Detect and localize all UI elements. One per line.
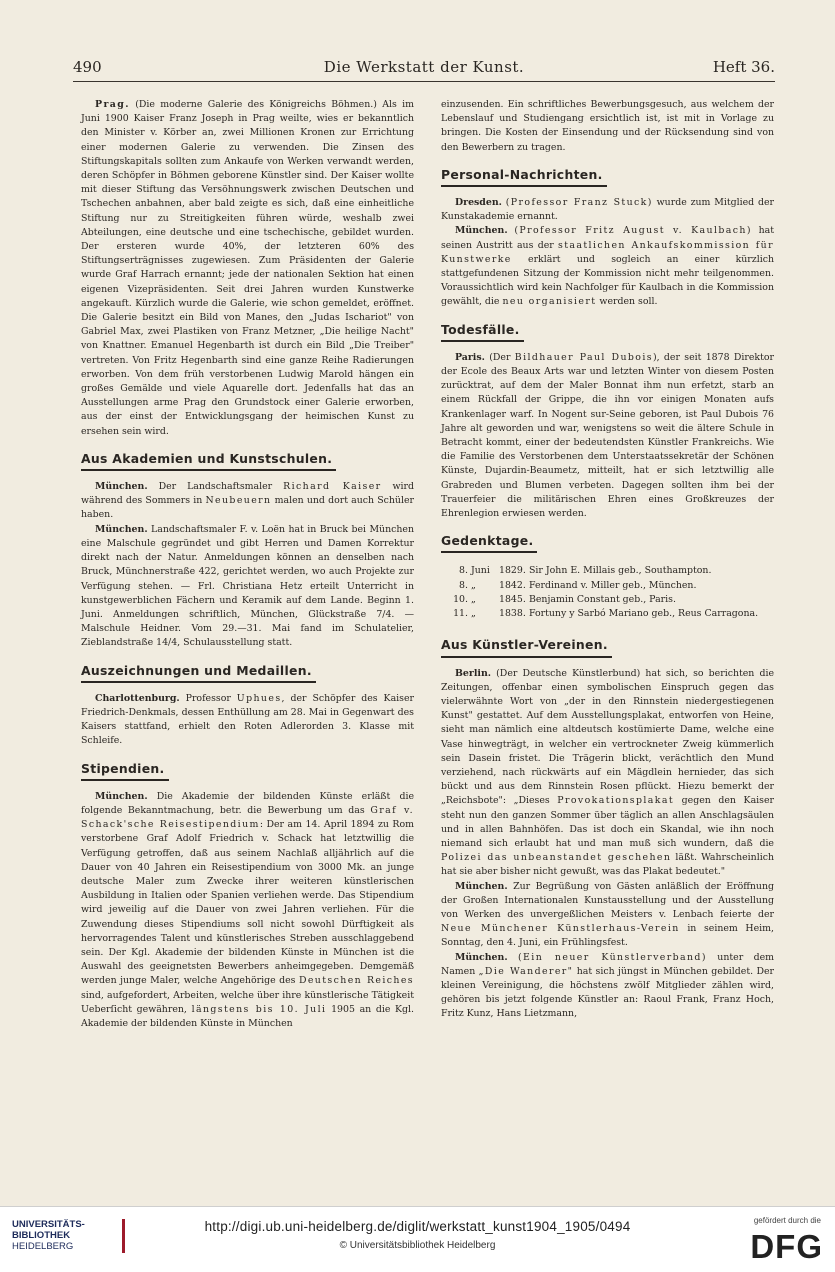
- library-logo[interactable]: UNIVERSITÄTS- BIBLIOTHEK HEIDELBERG: [12, 1219, 85, 1252]
- section-heading-stipendien: Stipendien.: [81, 762, 169, 781]
- section-heading-kuenstler-vereine: Aus Künstler-Vereinen.: [441, 638, 612, 657]
- page-number: 490: [73, 58, 102, 76]
- article-muenchen-wanderer: München. (Ein neuer Künstlerverband) unter dem Namen „Die Wanderer" hat sich jüngst in München gebildet. Der kleinen Vereinigung, die höchstens zwölf Mitglieder zählen wird, gehören bis jetzt folgende Künstler an: Raoul Frank, Franz Hoch, Fritz Kunz, Hans Lietzmann,: [441, 951, 775, 1020]
- article-dresden: Dresden. (Professor Franz Stuck) wurde zum Mitglied der Kunstakademie ernannt.: [441, 197, 775, 223]
- dfg-caption: gefördert durch die: [753, 1216, 821, 1225]
- article-stipendium-continued: einzusenden. Ein schriftliches Bewerbungsgesuch, aus welchem der Lebenslauf und Studiengang ersichtlich ist, ist mit in Vorlage zu bringen. Die Kosten der Einsendung und der Rücksendung sind von den Bewerbern zu tragen.: [441, 99, 774, 153]
- date-row: 8. Juni 1829. Sir John E. Millais geb., Southampton.: [459, 565, 712, 577]
- right-column: [441, 98, 774, 1022]
- section-heading-gedenktage: Gedenktage.: [441, 534, 537, 553]
- header-rule: [73, 81, 775, 82]
- article-paris: Paris. (Der Bildhauer Paul Dubois), der seit 1878 Direktor der Ecole des Beaux Arts war und letzten Winter von diesem Posten zurücktrat, auf dem der Maler Bonnat ihm nun erfetzt, starb an einem Rückfall der Grippe, die ihn vor einigen Monaten aufs Krankenlager warf. In Nogent sur-Seine geboren, ist Paul Dubois 76 Jahre alt geworden und war, wenigstens so weit die ältere Schule in Betracht kommt, einer der bedeutendsten Künstler Frankreichs. Wie die Familie des Verstorbenen dem Unterstaatssekretär der Schönen Künste, Dujardin-Beaumetz, mitteilt, hat er sich letztwillig alle Grabreden und Blumen verbeten. Dagegen sollten ihm bei der Trauerfeier die militärischen Ehren eines Großkreuzes der Ehrenlegion erwiesen werden.: [441, 351, 775, 520]
- date-row: 8. „ 1842. Ferdinand v. Miller geb., München.: [459, 579, 697, 591]
- article-muenchen-loen: München. Landschaftsmaler F. v. Loën hat in Bruck bei München eine Malschule gegründet und gibt Herren und Damen Korrektur direkt nach der Natur. Anmeldungen können an denselben nach Bruck, Münchnerstraße 422, gerichtet werden, wo auch Projekte zur Verfügung stehen. — Frl. Christiana Hetz erteilt Unterricht in kunstgewerblichen Fächern und Keramik auf dem Lande. Beginn 1. Juni. Anmeldungen schriftlich, München, Glückstraße 7/4. — Malschule Heidner. Vom 29.—31. Mai fand im Schulatelier, Zieblandstraße 14/4, Schulausstellung statt.: [81, 523, 414, 649]
- article-muenchen-kaulbach: München. (Professor Fritz August v. Kaulbach) hat seinen Austritt aus der staatlichen Ankaufskommission für Kunstwerke erklärt und sogleich an einer kürzlich stattgefundenen Sitzung der Kommission nicht mehr teilgenommen. Voraussichtlich wird kein Nachfolger für Kaulbach in die Kommission gewählt, die neu organisiert werden soll.: [441, 225, 774, 308]
- running-header: [73, 58, 775, 80]
- article-stipendium: München. Die Akademie der bildenden Künste erläßt die folgende Bekanntmachung, betr. die Bewerbung um das Graf v. Schack'sche Reisestipendium: Der am 14. April 1894 zu Rom verstorbene Graf Adolf Friedrich v. Schack hat letztwillig die Verfügung getroffen, daß aus seinem Nachlaß alljährlich auf die Dauer von 40 Jahren ein Reisestipendium von 3000 Mk. an junge deutsche Maler zum Zwecke ihrer weiteren künstlerischen Ausbildung in Italien oder Spanien verliehen werde. Das Stipendium wird jeweilig auf die Dauer von zwei Jahren verliehen. Für die Zuwendung dieses Stipendiums soll nicht sowohl Dürftigkeit als hervorragendes Talent und künstlerisches Streben ausschlaggebend sein. Der Kgl. Akademie der bildenden Künste in München ist die Auswahl des geeignetsten Bewerbers anheimgegeben. Demgemäß werden junge Maler, welche Angehörige des Deutschen Reiches sind, aufgefordert, Arbeiten, welche über ihre künstlerische Tätigkeit Ueberſicht gewähren, längstens bis 10. Juli 1905 an die Kgl. Akademie der bildenden Künste in München: [81, 790, 415, 1029]
- article-muenchen-kaiser: München. Der Landschaftsmaler Richard Kaiser wird während des Sommers in Neubeuern malen und dort auch Schüler haben.: [81, 481, 415, 521]
- section-heading-personal: Personal-Nachrichten.: [441, 168, 607, 187]
- date-row: 11. „ 1838. Fortuny y Sarbó Mariano geb., Reus Carragona.: [453, 608, 759, 620]
- permalink-url[interactable]: http://digi.ub.uni-heidelberg.de/diglit/werkstatt_kunst1904_1905/0494: [204, 1219, 631, 1234]
- memorial-dates-list: [441, 564, 774, 621]
- date-row: 10. „ 1845. Benjamin Constant geb., Paris.: [453, 593, 676, 605]
- section-heading-auszeichnungen: Auszeichnungen und Medaillen.: [81, 664, 316, 683]
- section-heading-akademien: Aus Akademien und Kunstschulen.: [81, 452, 336, 471]
- issue-number: Heft 36.: [712, 58, 775, 76]
- left-column: [81, 98, 414, 1031]
- dfg-logo[interactable]: DFG: [750, 1228, 823, 1265]
- viewer-footer: [0, 1206, 835, 1272]
- journal-title: Die Werkstatt der Kunst.: [323, 58, 525, 76]
- section-heading-todesfaelle: Todesfälle.: [441, 323, 524, 342]
- article-charlottenburg: Charlottenburg. Professor Uphues, der Schöpfer des Kaiser Friedrich-Denkmals, dessen Enthüllung am 28. Mai in Gegenwart des Kaisers stattfand, erhielt den Roten Adlerorden 3. Klasse mit Schleife.: [81, 692, 414, 747]
- article-berlin: Berlin. (Der Deutsche Künstlerbund) hat sich, so berichten die Zeitungen, offenbar einen symbolischen Einspruch gegen das vielerwähnte Wort von „der in den Rinnstein niedergestiegenen Kunst" gestattet. Auf dem Ausstellungsplakat, entworfen von Heine, sieht man nämlich eine altdeutsch kostümierte Dame, welche eine Vase hinwegträgt, in welcher ein vertrockneter Zweig kümmerlich sein Dasein fristet. Die Trägerin blickt, verächtlich den Mund verziehend, nach rückwärts auf ein Mägdlein hernieder, das sich bückt und aus dem Rinnstein Rosen pflückt. Hiezu bemerkt der „Reichsbote": „Dieses Provokationsplakat gegen den Kaiser steht nun den ganzen Sommer über täglich an allen Anschlagsäulen und in allen Bahnhöfen. Das ist doch ein Skandal, wie ihn noch niemand sich erlaubt hat und man muß sich wundern, daß die Polizei das unbeanstandet geschehen läßt. Wahrscheinlich hat sie aber bisher nicht gewußt, was das Plakat bedeutet.": [441, 667, 774, 878]
- copyright-notice: © Universitätsbibliothek Heidelberg: [339, 1240, 496, 1251]
- article-muenchen-kuenstlerhaus: München. Zur Begrüßung von Gästen anläßlich der Eröffnung der Großen Internationalen Kunstausstellung und der Ausstellung von Werken des unvergeßlichen Meisters v. Lenbach feierte der Neue Münchener Künstlerhaus-Verein in seinem Heim, Sonntag, den 4. Juni, ein Frühlingsfest.: [441, 880, 774, 949]
- article-prag: Prag. (Die moderne Galerie des Königreichs Böhmen.) Als im Juni 1900 Kaiser Franz Joseph in Prag weilte, wies er bekanntlich den Minister v. Körber an, zwei Millionen Kronen zur Errichtung einer modernen Galerie zu verwenden. Die Zinsen des Stiftungskapitals sollten zum Ankaufe von Werken verwandt werden, deren Schöpfer in Böhmen geborene Künstler sind. Der Kaiser wollte mit dieser Stiftung das Versöhnungswerk zwischen Deutschen und Tschechen anbahnen, aber bald zeigte es sich, daß eine einheitliche Stiftung nur zu Streitigkeiten führen würde, weshalb zwei Abteilungen, eine deutsche und eine tschechische, gebildet wurden. Der ersteren wurde 40%, der letzteren 60% des Stiftungserträgnisses zugewiesen. Zum Präsidenten der Galerie wurde Graf Harrach ernannt; jede der nationalen Sektion hat einen eigenen Vizepräsidenten. Seit drei Jahren wurden Kunstwerke angekauft. Kürzlich wurde die Galerie, wie schon gemeldet, eröffnet. Die Galerie besitzt ein Bild von Manes, den „Judas Ischariot" von Gabriel Max, zwei Plastiken von Franz Metzner, „Die heilige Nacht" von Knattner. Emanuel Hegenbarth ist durch ein Bild „Die Treiber" vertreten. Von Fritz Hegenbarth sind eine ganze Reihe Radierungen erworben. Von dem früh verstorbenen Ludwig Marold hängen ein großes Gemälde und viele Aquarelle dort. Jedenfalls hat das an Ausstellungen arme Prag den Grundstock einer Galerie erworben, aus der einst der Entwicklungsgang der heimischen Kunst zu ersehen sein wird.: [81, 99, 414, 437]
